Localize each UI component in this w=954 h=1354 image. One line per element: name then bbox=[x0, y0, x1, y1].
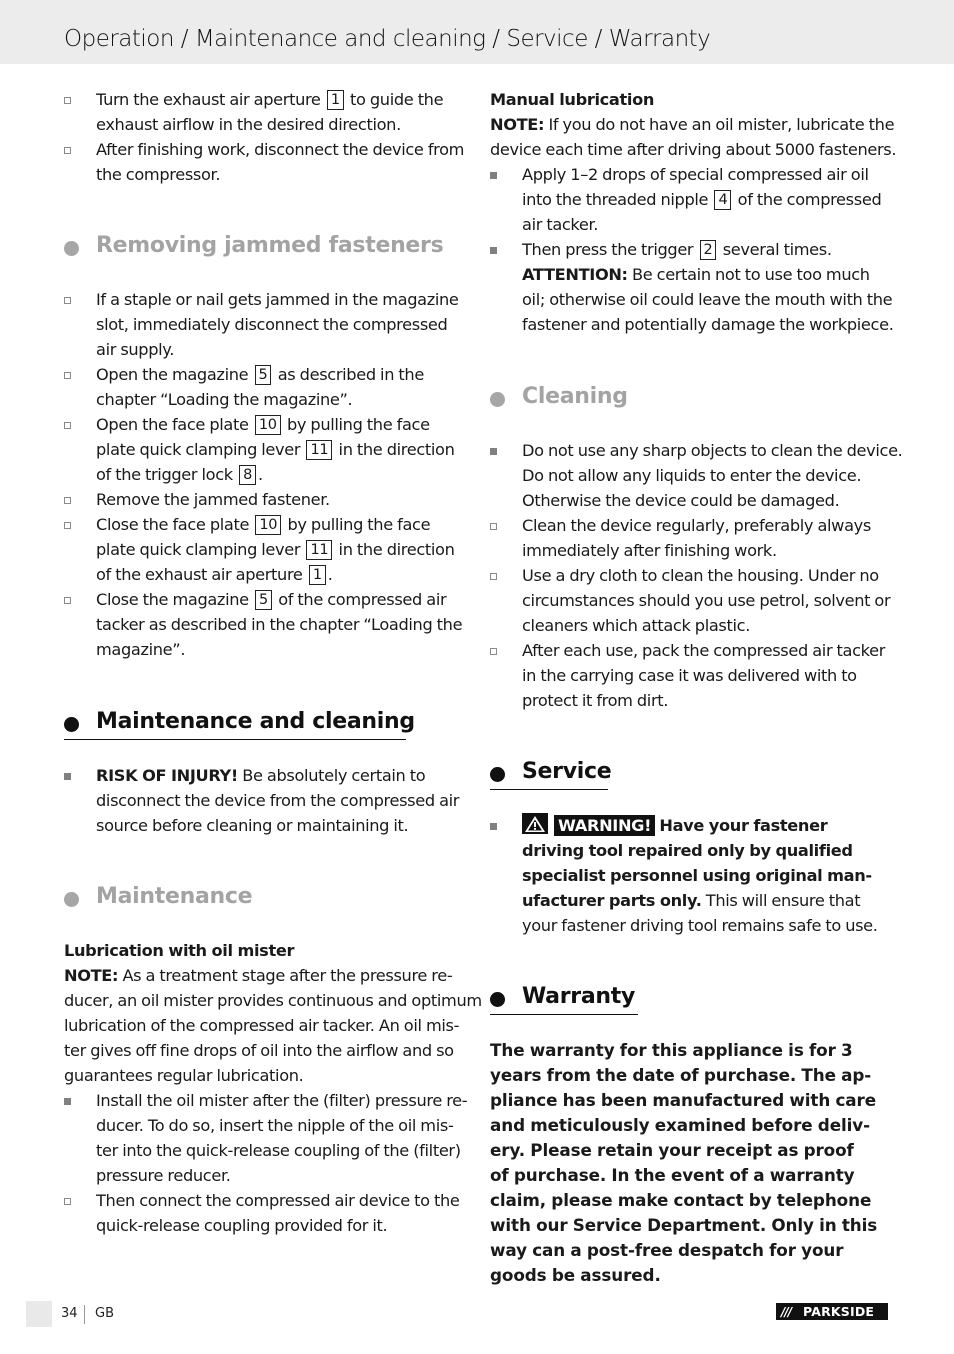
list-bullet-icon bbox=[490, 172, 497, 179]
list-item-line: Remove the jammed fastener. bbox=[96, 490, 330, 509]
risk-warning: RISK OF INJURY! Be absolutely certain to bbox=[96, 766, 426, 785]
list-item-line: Use a dry cloth to clean the housing. Under no bbox=[522, 566, 879, 585]
warranty-line: pliance has been manufactured with care bbox=[490, 1090, 876, 1110]
logo-stripes: /// bbox=[781, 1305, 792, 1319]
left-column bbox=[64, 0, 482, 1300]
heading-underline bbox=[64, 739, 406, 740]
text-run: of the compressed bbox=[737, 190, 882, 209]
text-run: to guide the bbox=[350, 90, 444, 109]
right-column bbox=[490, 0, 903, 1300]
list-item-line: circumstances should you use petrol, solvent or bbox=[522, 591, 891, 610]
list-item-line: quick-release coupling provided for it. bbox=[96, 1216, 388, 1235]
warranty-line: and meticulously examined before deliv- bbox=[490, 1115, 870, 1135]
page-number: 34 bbox=[61, 1306, 78, 1321]
part-number-box: 10 bbox=[255, 415, 281, 435]
heading-underline bbox=[490, 789, 608, 790]
text-run: by pulling the face bbox=[286, 415, 430, 434]
part-number-box: 10 bbox=[255, 515, 281, 535]
subheading-manual-lubrication: Manual lubrication bbox=[490, 90, 655, 109]
service-line: driving tool repaired only by qualified bbox=[522, 841, 853, 860]
text-run: . bbox=[327, 565, 333, 584]
list-item-line: Do not allow any liquids to enter the device. bbox=[522, 466, 862, 485]
list-item-line: magazine”. bbox=[96, 640, 186, 659]
list-bullet-icon bbox=[64, 297, 71, 304]
service-line: specialist personnel using original man- bbox=[522, 866, 872, 885]
text-run: . bbox=[257, 465, 263, 484]
section-heading: Cleaning bbox=[522, 384, 628, 409]
text-run: Open the magazine bbox=[96, 365, 249, 384]
list-bullet-icon bbox=[64, 1198, 71, 1205]
list-bullet-icon bbox=[64, 597, 71, 604]
list-item-line bbox=[96, 87, 443, 112]
service-line: ufacturer parts only. This will ensure that bbox=[522, 891, 861, 910]
list-bullet-icon bbox=[64, 497, 71, 504]
list-bullet-icon bbox=[490, 448, 497, 455]
part-number-box: 5 bbox=[255, 365, 272, 385]
text-run: by pulling the face bbox=[287, 515, 431, 534]
list-item-line: in the carrying case it was delivered with to bbox=[522, 666, 857, 685]
text-run: Then press the trigger bbox=[522, 240, 694, 259]
text-run: plate quick clamping lever bbox=[96, 540, 301, 559]
list-item-line: the compressor. bbox=[96, 165, 221, 184]
note-line: guarantees regular lubrication. bbox=[64, 1066, 304, 1085]
list-bullet-icon bbox=[490, 823, 497, 830]
list-item-line bbox=[96, 437, 455, 462]
text-run: plate quick clamping lever bbox=[96, 440, 301, 459]
list-item-line bbox=[96, 462, 263, 487]
list-item-line bbox=[96, 512, 430, 537]
part-number-box: 11 bbox=[306, 540, 332, 560]
part-number-box: 1 bbox=[327, 90, 344, 110]
list-bullet-icon bbox=[64, 522, 71, 529]
page-title: Operation / Maintenance and cleaning / Service / Warranty bbox=[64, 26, 711, 52]
list-item-line bbox=[96, 362, 424, 387]
footer-page-marker bbox=[26, 1301, 52, 1327]
section-bullet-icon bbox=[64, 717, 79, 732]
warranty-line: years from the date of purchase. The ap- bbox=[490, 1065, 872, 1085]
list-bullet-icon bbox=[64, 1098, 71, 1105]
list-bullet-icon bbox=[490, 247, 497, 254]
list-item-line: exhaust airflow in the desired direction. bbox=[96, 115, 401, 134]
service-line: your fastener driving tool remains safe to use. bbox=[522, 916, 878, 935]
footer-divider bbox=[84, 1305, 85, 1324]
text-run: as described in the bbox=[277, 365, 424, 384]
risk-warning-line: disconnect the device from the compressed air bbox=[96, 791, 460, 810]
list-bullet-icon bbox=[490, 573, 497, 580]
part-number-box: 11 bbox=[306, 440, 332, 460]
list-item-line: tacker as described in the chapter “Loading the bbox=[96, 615, 463, 634]
note-paragraph: NOTE: If you do not have an oil mister, lubricate the bbox=[490, 115, 895, 134]
parkside-logo bbox=[776, 1303, 888, 1320]
part-number-box: 8 bbox=[239, 465, 256, 485]
part-number-box: 1 bbox=[309, 565, 326, 585]
list-item-line bbox=[96, 412, 430, 437]
list-item-line: protect it from dirt. bbox=[522, 691, 669, 710]
list-bullet-icon bbox=[64, 97, 71, 104]
text-run: Turn the exhaust air aperture bbox=[96, 90, 321, 109]
warranty-line: ery. Please retain your receipt as proof bbox=[490, 1140, 854, 1160]
section-bullet-icon bbox=[490, 992, 505, 1007]
warranty-line: way can a post-free despatch for your bbox=[490, 1240, 844, 1260]
note-paragraph: NOTE: As a treatment stage after the pressure re- bbox=[64, 966, 453, 985]
list-item-line: Do not use any sharp objects to clean the device. bbox=[522, 441, 903, 460]
language-code: GB bbox=[95, 1306, 114, 1321]
list-item-line: Then connect the compressed air device to the bbox=[96, 1191, 460, 1210]
text-run: Open the face plate bbox=[96, 415, 249, 434]
text-run: of the compressed air bbox=[278, 590, 447, 609]
list-item-line bbox=[96, 537, 455, 562]
list-item-line: Apply 1–2 drops of special compressed air oil bbox=[522, 165, 869, 184]
list-item-line: Install the oil mister after the (filter) pressure re- bbox=[96, 1091, 468, 1110]
heading-underline bbox=[490, 1014, 638, 1015]
section-heading: Maintenance and cleaning bbox=[96, 709, 415, 734]
section-bullet-icon bbox=[490, 392, 505, 407]
list-item-line: After finishing work, disconnect the device from bbox=[96, 140, 465, 159]
text-run: Close the face plate bbox=[96, 515, 250, 534]
list-item-line: If a staple or nail gets jammed in the magazine bbox=[96, 290, 459, 309]
part-number-box: 2 bbox=[700, 240, 717, 260]
attention-line: fastener and potentially damage the workpiece. bbox=[522, 315, 894, 334]
text-run: several times. bbox=[722, 240, 832, 259]
warranty-line: goods be assured. bbox=[490, 1265, 661, 1285]
list-item-line: pressure reducer. bbox=[96, 1166, 231, 1185]
subheading-oil-mister: Lubrication with oil mister bbox=[64, 941, 295, 960]
warranty-line: The warranty for this appliance is for 3 bbox=[490, 1040, 853, 1060]
text-run: into the threaded nipple bbox=[522, 190, 709, 209]
list-item-line: cleaners which attack plastic. bbox=[522, 616, 750, 635]
attention-line: oil; otherwise oil could leave the mouth with the bbox=[522, 290, 893, 309]
section-bullet-icon bbox=[64, 241, 79, 256]
list-item-line bbox=[522, 237, 832, 262]
list-item-line bbox=[96, 562, 333, 587]
section-heading: Maintenance bbox=[96, 884, 253, 909]
warning-triangle-icon bbox=[522, 813, 548, 834]
section-bullet-icon bbox=[490, 767, 505, 782]
list-bullet-icon bbox=[64, 147, 71, 154]
list-item-line: Clean the device regularly, preferably always bbox=[522, 516, 871, 535]
section-heading: Warranty bbox=[522, 984, 635, 1009]
warning-label: WARNING! bbox=[554, 815, 655, 836]
list-bullet-icon bbox=[64, 372, 71, 379]
warranty-line: claim, please make contact by telephone bbox=[490, 1190, 872, 1210]
attention-line: ATTENTION: Be certain not to use too much bbox=[522, 265, 870, 284]
risk-warning-line: source before cleaning or maintaining it. bbox=[96, 816, 409, 835]
list-bullet-icon bbox=[64, 422, 71, 429]
list-item-line: After each use, pack the compressed air tacker bbox=[522, 641, 886, 660]
note-line: device each time after driving about 5000 fasteners. bbox=[490, 140, 897, 159]
section-heading: Removing jammed fasteners bbox=[96, 233, 444, 258]
text-run: Close the magazine bbox=[96, 590, 249, 609]
part-number-box: 4 bbox=[714, 190, 731, 210]
text-run: of the trigger lock bbox=[96, 465, 233, 484]
warranty-line: with our Service Department. Only in this bbox=[490, 1215, 878, 1235]
list-item-line: chapter “Loading the magazine”. bbox=[96, 390, 353, 409]
text-run: in the direction bbox=[338, 440, 455, 459]
list-item-line: immediately after finishing work. bbox=[522, 541, 777, 560]
warranty-line: of purchase. In the event of a warranty bbox=[490, 1165, 855, 1185]
note-line: ducer, an oil mister provides continuous and optimum bbox=[64, 991, 482, 1010]
service-warning: WARNING! Have your fastener bbox=[522, 813, 827, 838]
list-item-line bbox=[96, 587, 446, 612]
part-number-box: 5 bbox=[255, 590, 272, 610]
section-heading: Service bbox=[522, 759, 612, 784]
section-bullet-icon bbox=[64, 892, 79, 907]
list-bullet-icon bbox=[490, 648, 497, 655]
note-line: lubrication of the compressed air tacker. An oil mis- bbox=[64, 1016, 460, 1035]
list-item-line: air tacker. bbox=[522, 215, 599, 234]
text-run: in the direction bbox=[338, 540, 455, 559]
list-item-line: Otherwise the device could be damaged. bbox=[522, 491, 840, 510]
list-item-line: ter into the quick-release coupling of the (filter) bbox=[96, 1141, 461, 1160]
list-bullet-icon bbox=[490, 523, 497, 530]
list-bullet-icon bbox=[64, 773, 71, 780]
note-line: ter gives off fine drops of oil into the airflow and so bbox=[64, 1041, 454, 1060]
list-item-line bbox=[522, 187, 881, 212]
list-item-line: slot, immediately disconnect the compressed bbox=[96, 315, 448, 334]
list-item-line: air supply. bbox=[96, 340, 175, 359]
list-item-line: ducer. To do so, insert the nipple of the oil mis- bbox=[96, 1116, 454, 1135]
logo-text: PARKSIDE bbox=[803, 1304, 875, 1319]
text-run: of the exhaust air aperture bbox=[96, 565, 303, 584]
